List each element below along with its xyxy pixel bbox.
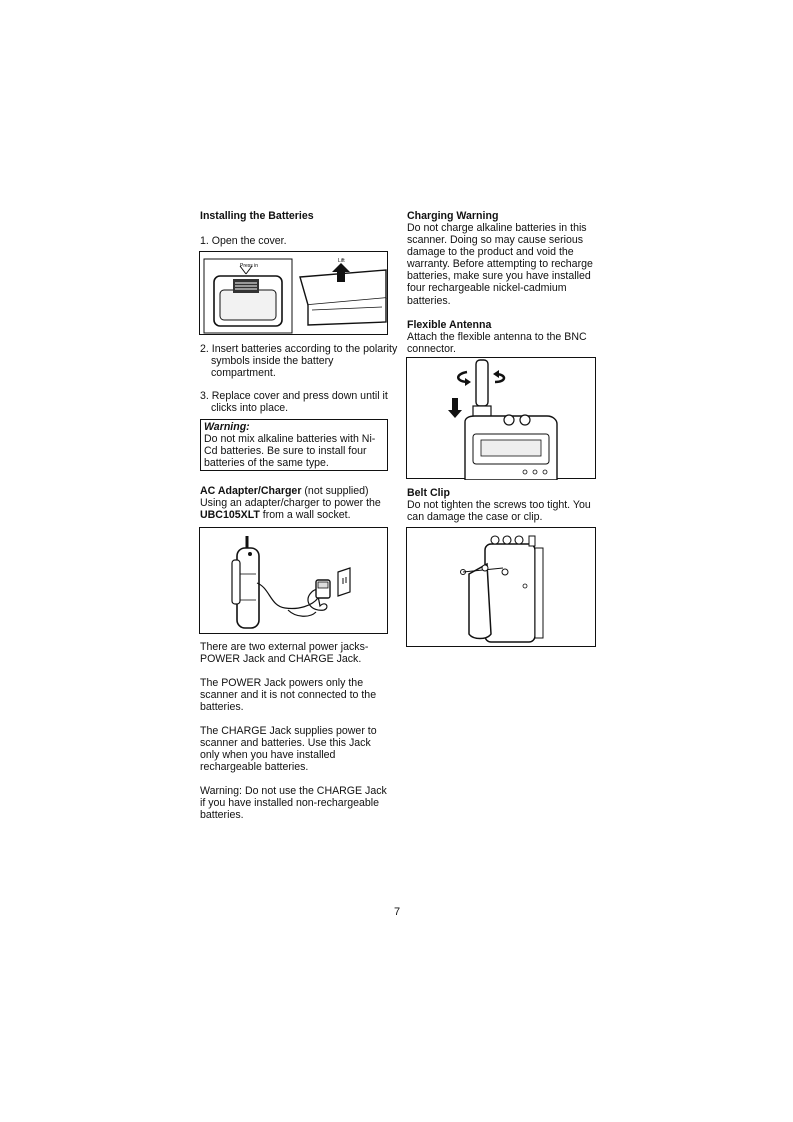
charging-warning-heading: Charging Warning xyxy=(407,210,499,222)
antenna-body: Attach the flexible antenna to the BNC connector. xyxy=(407,331,587,356)
step-3: 3. Replace cover and press down until it clicks into place. xyxy=(200,390,388,415)
charging-warning-body: Do not charge alkaline batteries in this scanner. Doing so may cause serious damage to the product and void the warranty. Before attempting to recharge batteries, make sure you have installed four rechargeable nickel-cadmium batteries. xyxy=(407,222,593,307)
ac-line-post: from a wall socket. xyxy=(259,509,351,522)
para-power-jacks: There are two external power jacks-POWER Jack and CHARGE Jack. xyxy=(200,641,369,666)
figure-open-cover xyxy=(199,251,388,335)
antenna-heading: Flexible Antenna xyxy=(407,319,492,331)
figure-belt-clip xyxy=(406,527,596,647)
para-charge-jack: The CHARGE Jack supplies power to scanner and batteries. Use this Jack only when you have installed rechargeable batteries. xyxy=(200,725,377,774)
figure-antenna xyxy=(406,357,596,479)
step-2: 2. Insert batteries according to the polarity symbols inside the battery compartment. xyxy=(200,343,398,380)
para-charge-warning: Warning: Do not use the CHARGE Jack if you have installed non-rechargeable batteries. xyxy=(200,785,387,822)
para-power-jack: The POWER Jack powers only the scanner and it is not connected to the batteries. xyxy=(200,677,377,714)
model-name: UBC105XLT xyxy=(200,509,260,522)
ac-adapter-heading: AC Adapter/Charger xyxy=(200,485,302,497)
page-number: 7 xyxy=(393,906,401,918)
batteries-heading: Installing the Batteries xyxy=(200,210,314,222)
belt-clip-body: Do not tighten the screws too tight. You can damage the case or clip. xyxy=(407,499,591,524)
lift-label: Lift xyxy=(338,258,345,264)
ac-adapter-section xyxy=(200,485,390,521)
ac-line-pre: Using an adapter/charger to power the xyxy=(200,497,381,510)
figure-ac-adapter xyxy=(199,527,388,634)
warning-box xyxy=(200,419,388,471)
press-in-label: Press in xyxy=(240,263,259,269)
warning-title: Warning: xyxy=(204,421,250,433)
warning-body: Do not mix alkaline batteries with Ni-Cd batteries. Be sure to install four batteries of the same type. xyxy=(204,433,376,469)
ac-adapter-suffix: (not supplied) xyxy=(301,485,369,497)
belt-clip-heading: Belt Clip xyxy=(407,487,450,499)
step-1: 1. Open the cover. xyxy=(200,235,287,247)
